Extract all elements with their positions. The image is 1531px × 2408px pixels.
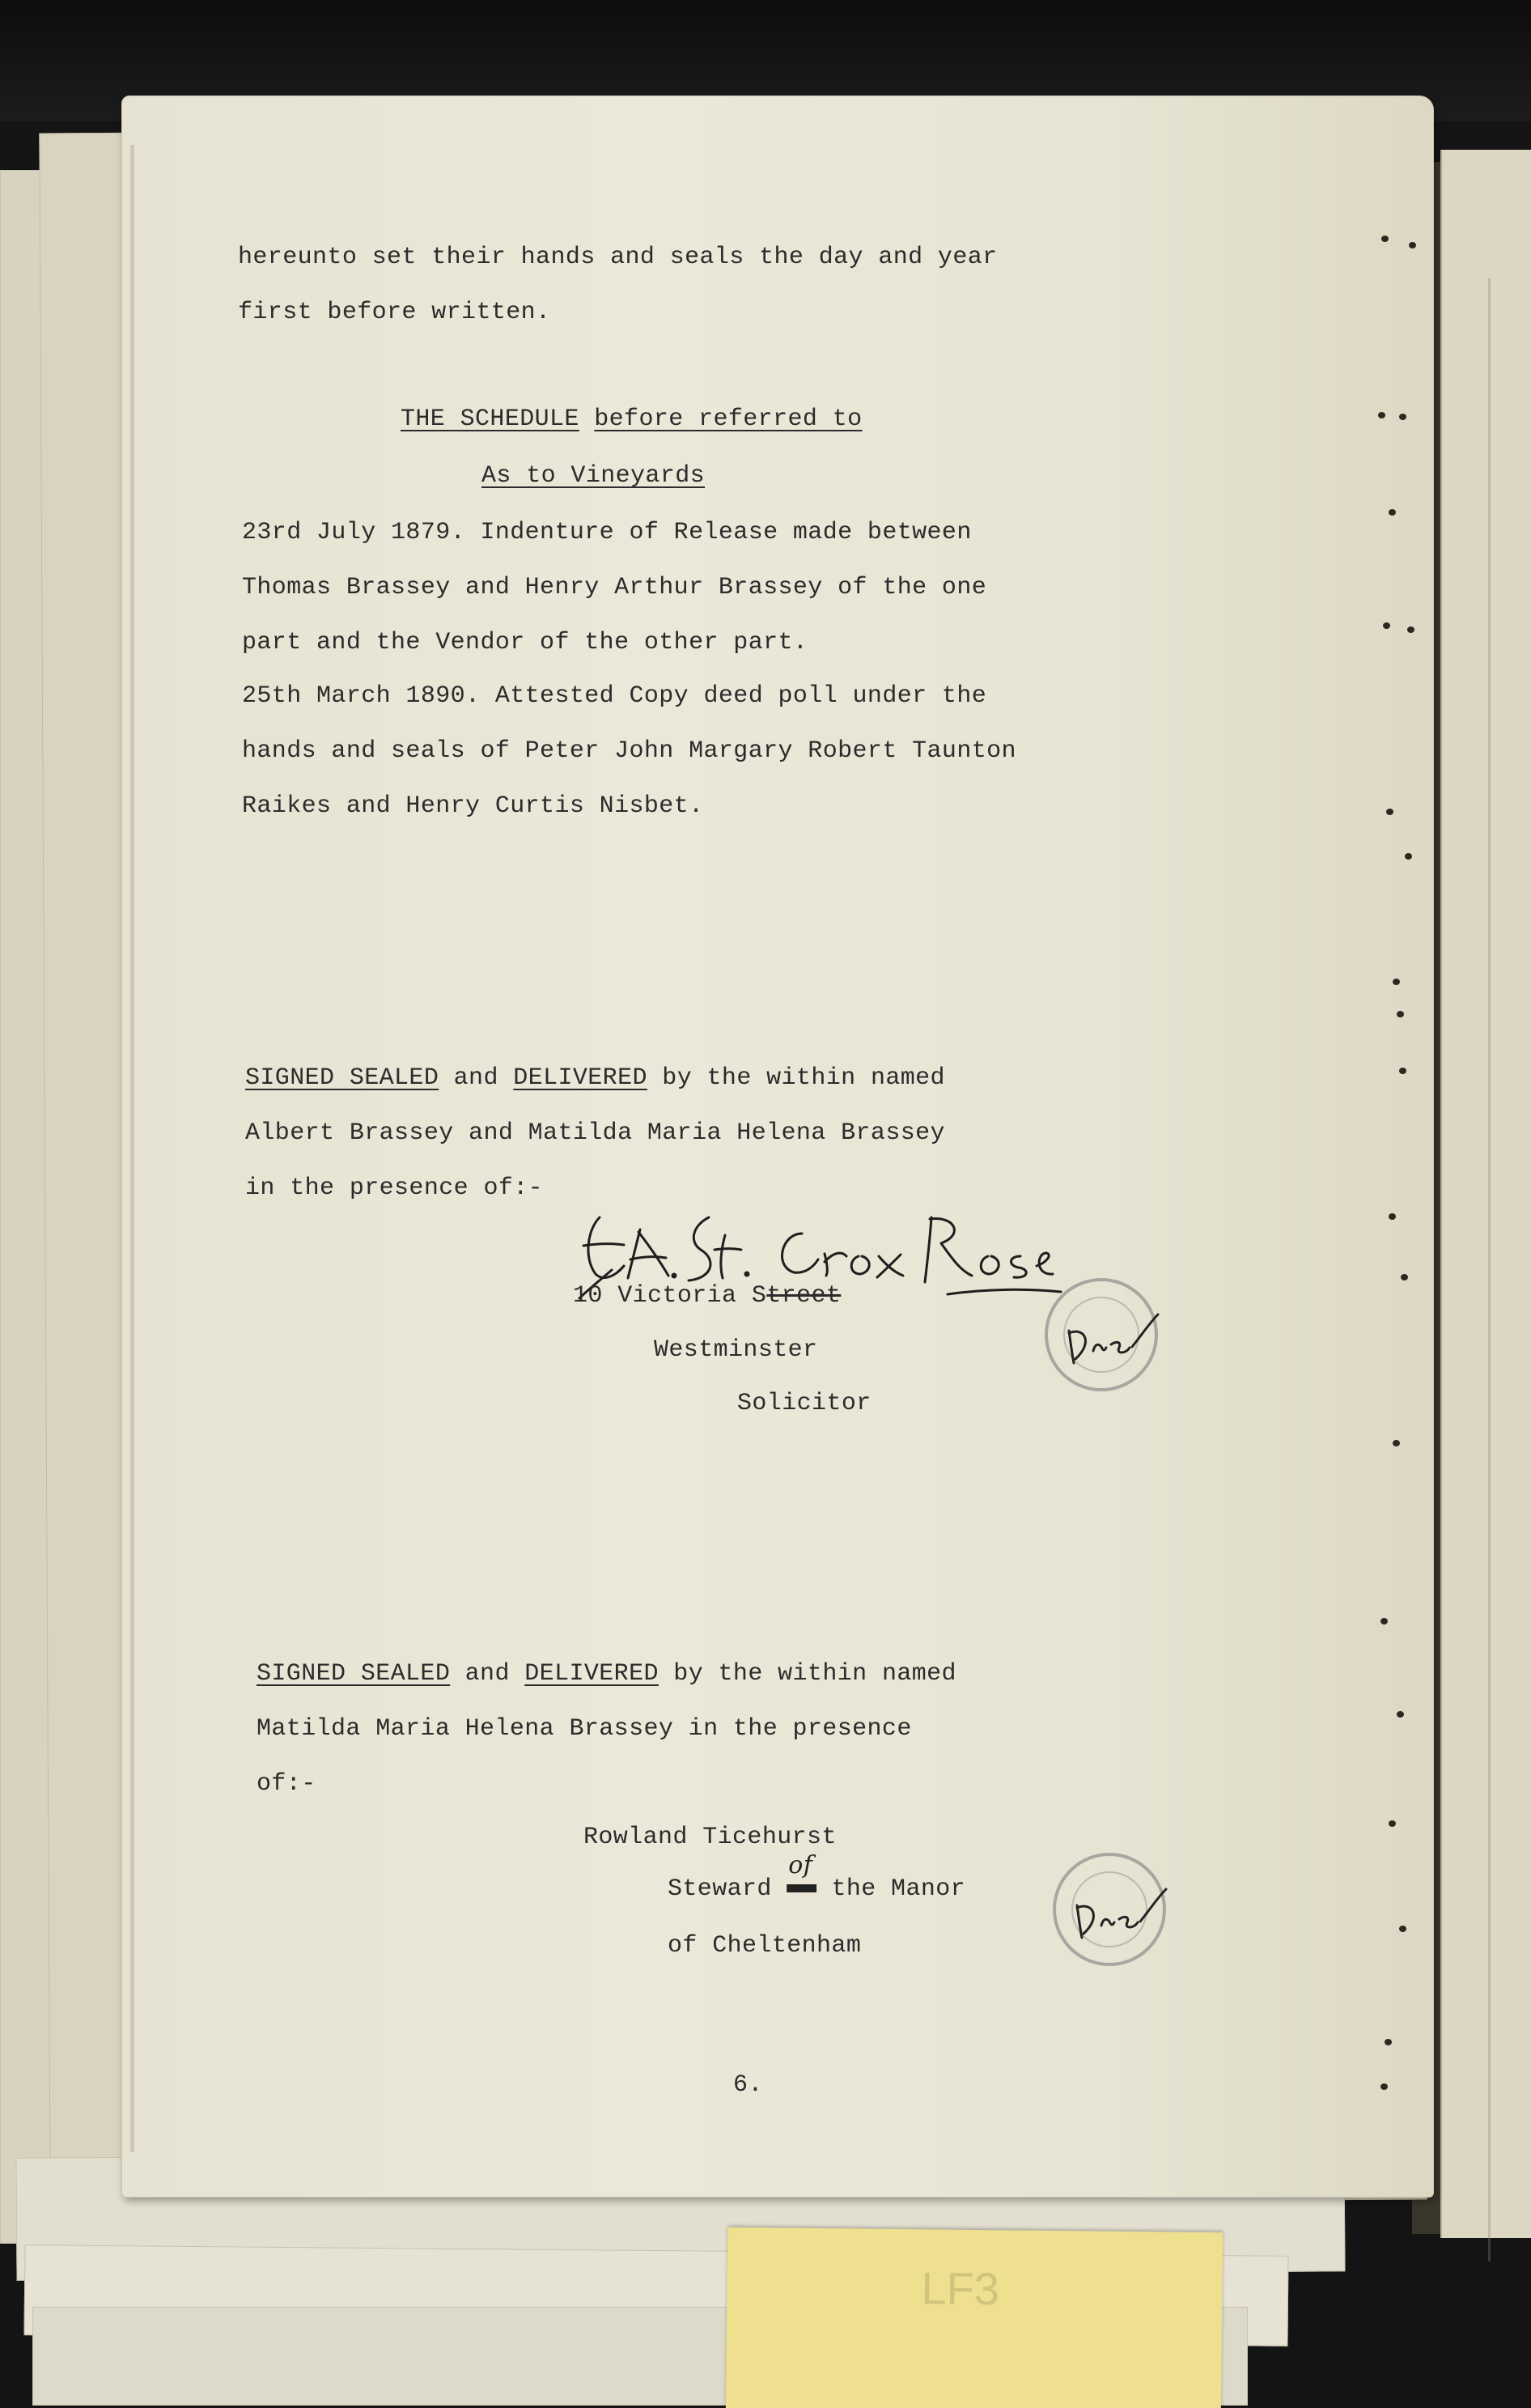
- binding-hole: [1385, 2039, 1392, 2045]
- binding-hole: [1399, 1926, 1406, 1932]
- witness-role-line-2: of Cheltenham: [668, 1932, 862, 1960]
- and-text: and: [450, 1660, 525, 1688]
- signed-sealed-text: SIGNED SEALED: [245, 1064, 439, 1092]
- binding-hole: [1393, 979, 1400, 985]
- land-registry-stamp: [1037, 1270, 1166, 1399]
- binding-hole: [1389, 1213, 1396, 1220]
- schedule-title-rest: before referred to: [594, 406, 863, 433]
- execution-2-line-1: [257, 1660, 956, 1688]
- binding-fold: [1488, 278, 1491, 2261]
- page-number: 6.: [733, 2071, 763, 2099]
- schedule-title-underlined: THE SCHEDULE: [401, 406, 579, 433]
- role-correction: [787, 1851, 816, 1903]
- delivered-text: DELIVERED: [513, 1064, 647, 1092]
- schedule-entry-line: Thomas Brassey and Henry Arthur Brassey of the one: [242, 574, 987, 601]
- delivered-text: DELIVERED: [524, 1660, 659, 1688]
- adjacent-page-edge: [1440, 150, 1531, 2238]
- opening-line-2: first before written.: [238, 299, 551, 326]
- land-registry-stamp: [1045, 1845, 1174, 1974]
- and-text: and: [439, 1064, 514, 1092]
- execution-1-rest: by the within named: [647, 1064, 945, 1092]
- binding-hole: [1389, 1820, 1396, 1827]
- address-struck-text: treet: [766, 1282, 842, 1310]
- page-crease: [130, 145, 134, 2152]
- execution-2-line-2: Matilda Maria Helena Brassey in the presence: [257, 1715, 912, 1743]
- binding-hole: [1380, 2083, 1388, 2090]
- witness-role-line-1: [668, 1851, 966, 1903]
- execution-1-line-3: in the presence of:-: [245, 1174, 544, 1202]
- witness-occupation: Solicitor: [737, 1390, 872, 1417]
- binding-hole: [1409, 242, 1416, 248]
- schedule-entry-line: part and the Vendor of the other part.: [242, 629, 808, 656]
- binding-hole: [1399, 414, 1406, 420]
- role-prefix: Steward: [668, 1875, 787, 1903]
- role-inserted-word: of: [788, 1851, 813, 1879]
- document-page: [121, 96, 1434, 2198]
- signed-sealed-text: SIGNED SEALED: [257, 1660, 451, 1688]
- sticky-note-text: LF3: [921, 2262, 1000, 2315]
- role-suffix: the Manor: [816, 1875, 966, 1903]
- schedule-subtitle: As to Vineyards: [481, 462, 706, 490]
- execution-2-rest: by the within named: [658, 1660, 956, 1688]
- binding-hole: [1401, 1274, 1408, 1280]
- schedule-entry-line: hands and seals of Peter John Margary Robert Taunton: [242, 737, 1016, 765]
- binding-hole: [1393, 1440, 1400, 1446]
- execution-1-line-2: Albert Brassey and Matilda Maria Helena Brassey: [245, 1119, 945, 1147]
- binding-hole: [1399, 1068, 1406, 1074]
- binding-hole: [1383, 622, 1390, 629]
- address-prefix: 10 Victoria S: [573, 1282, 767, 1310]
- binding-hole: [1381, 236, 1389, 242]
- binding-hole: [1380, 1618, 1388, 1624]
- witness-address-line-1: [573, 1282, 841, 1310]
- schedule-title: [401, 406, 863, 433]
- binding-hole: [1389, 509, 1396, 516]
- opening-line-1: hereunto set their hands and seals the day and year: [238, 244, 998, 271]
- binding-hole: [1397, 1711, 1404, 1718]
- execution-2-line-3: of:-: [257, 1770, 316, 1798]
- sticky-note: [726, 2228, 1223, 2408]
- execution-1-line-1: [245, 1064, 945, 1092]
- schedule-entry-line: 23rd July 1879. Indenture of Release made between: [242, 519, 972, 546]
- binding-hole: [1405, 853, 1412, 860]
- binding-hole: [1407, 626, 1414, 633]
- binding-hole: [1378, 412, 1385, 418]
- schedule-entry-line: Raikes and Henry Curtis Nisbet.: [242, 792, 704, 820]
- binding-hole: [1397, 1011, 1404, 1017]
- binding-hole: [1386, 809, 1393, 815]
- schedule-entry-line: 25th March 1890. Attested Copy deed poll under the: [242, 682, 987, 710]
- witness-name: Rowland Ticehurst: [583, 1824, 837, 1851]
- witness-address-line-2: Westminster: [654, 1336, 818, 1364]
